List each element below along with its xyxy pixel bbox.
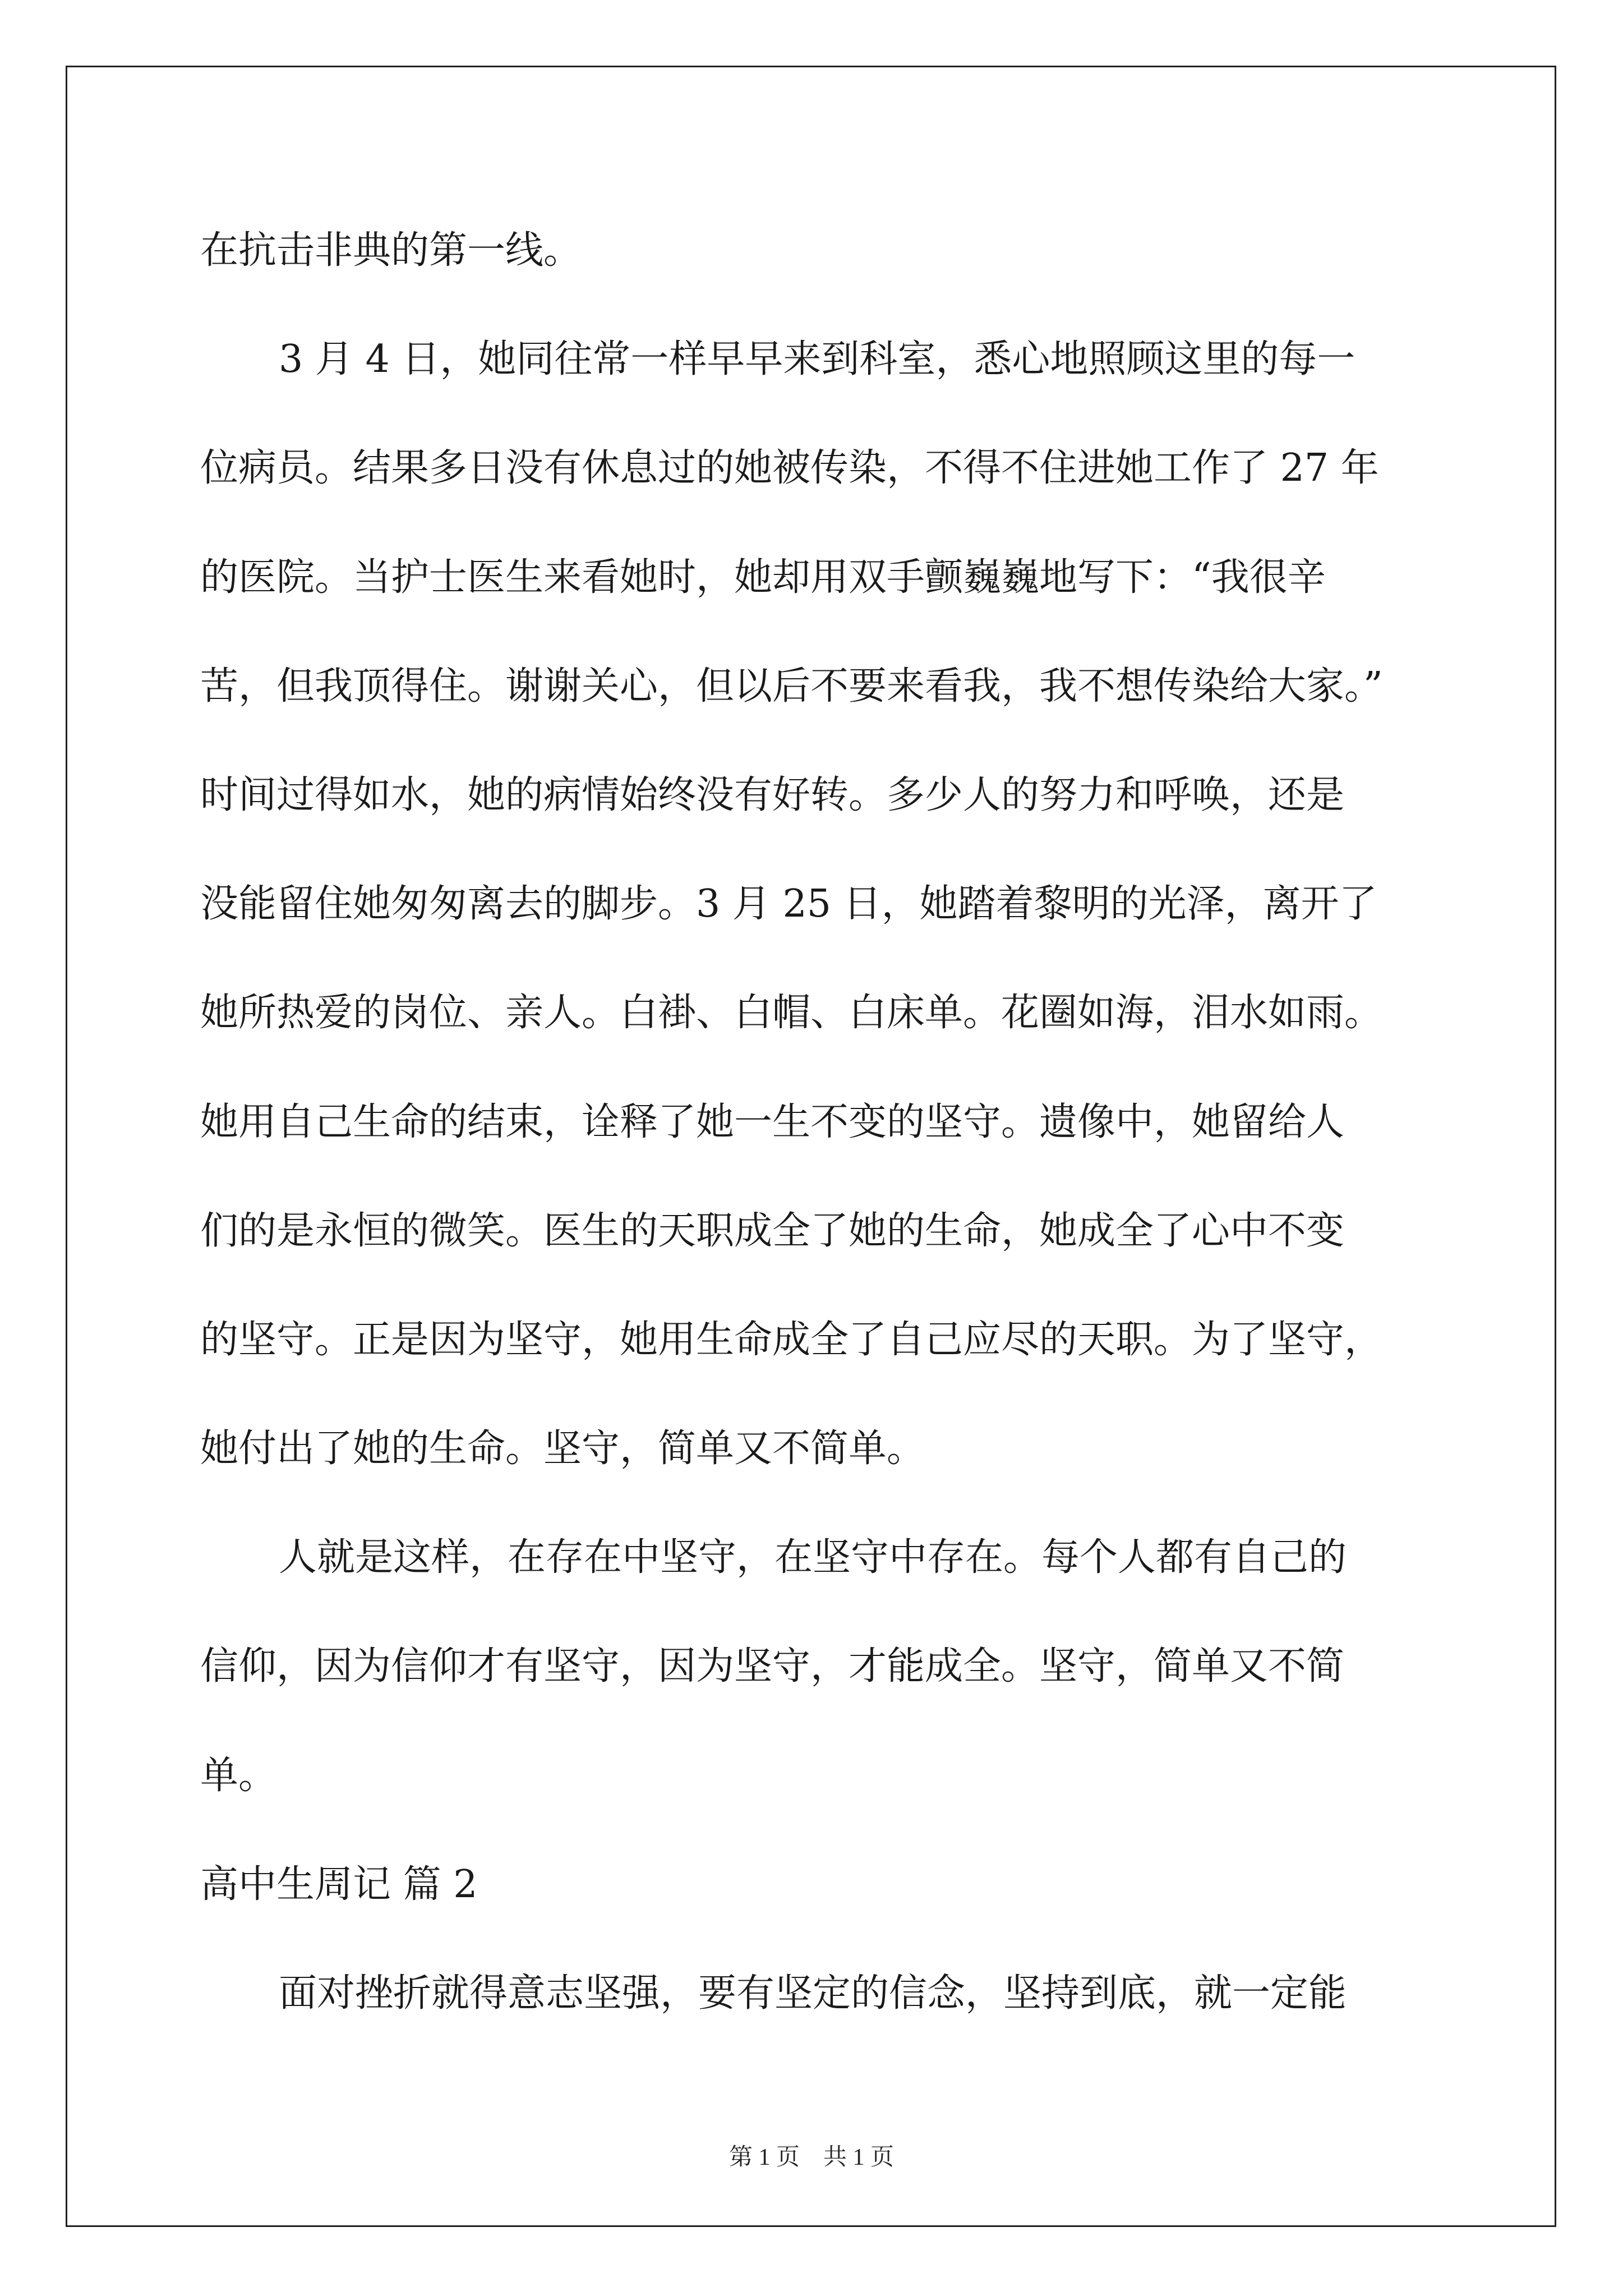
text-line: 她付出了她的生命。坚守，简单又不简单。 (200, 1427, 925, 1471)
text-line: 位病员。结果多日没有休息过的她被传染，不得不住进她工作了 27 年 (200, 446, 1379, 490)
text-line: 没能留住她匆匆离去的脚步。3 月 25 日，她踏着黎明的光泽，离开了 (200, 882, 1377, 926)
section-heading: 高中生周记 篇 2 (200, 1862, 478, 1907)
paragraph-start-line: 人就是这样，在存在中坚守，在坚守中存在。每个人都有自己的 (279, 1535, 1347, 1580)
text-line: 苦，但我顶得住。谢谢关心，但以后不要来看我，我不想传染给大家。” (200, 664, 1383, 708)
text-line: 在抗击非典的第一线。 (200, 228, 582, 273)
text-line: 单。 (200, 1754, 277, 1798)
text-line: 们的是永恒的微笑。医生的天职成全了她的生命，她成全了心中不变 (200, 1209, 1345, 1253)
footer: 第 1 页 共 1 页 (728, 2145, 894, 2170)
paragraph-start-line: 3 月 4 日，她同往常一样早早来到科室，悉心地照顾这里的每一 (279, 337, 1355, 381)
text-line: 的坚守。正是因为坚守，她用生命成全了自己应尽的天职。为了坚守， (200, 1318, 1383, 1362)
text-line: 信仰，因为信仰才有坚守，因为坚守，才能成全。坚守，简单又不简 (200, 1644, 1345, 1688)
paragraph-start-line: 面对挫折就得意志坚强，要有坚定的信念，坚持到底，就一定能 (279, 1971, 1347, 2016)
text-line: 的医院。当护士医生来看她时，她却用双手颤巍巍地写下：“我很辛 (200, 555, 1326, 600)
text-line: 时间过得如水，她的病情始终没有好转。多少人的努力和呼唤，还是 (200, 773, 1345, 817)
text-line: 她用自己生命的结束，诠释了她一生不变的坚守。遗像中，她留给人 (200, 1100, 1345, 1144)
text-line: 她所热爱的岗位、亲人。白褂、白帽、白床单。花圈如海，泪水如雨。 (200, 991, 1383, 1035)
